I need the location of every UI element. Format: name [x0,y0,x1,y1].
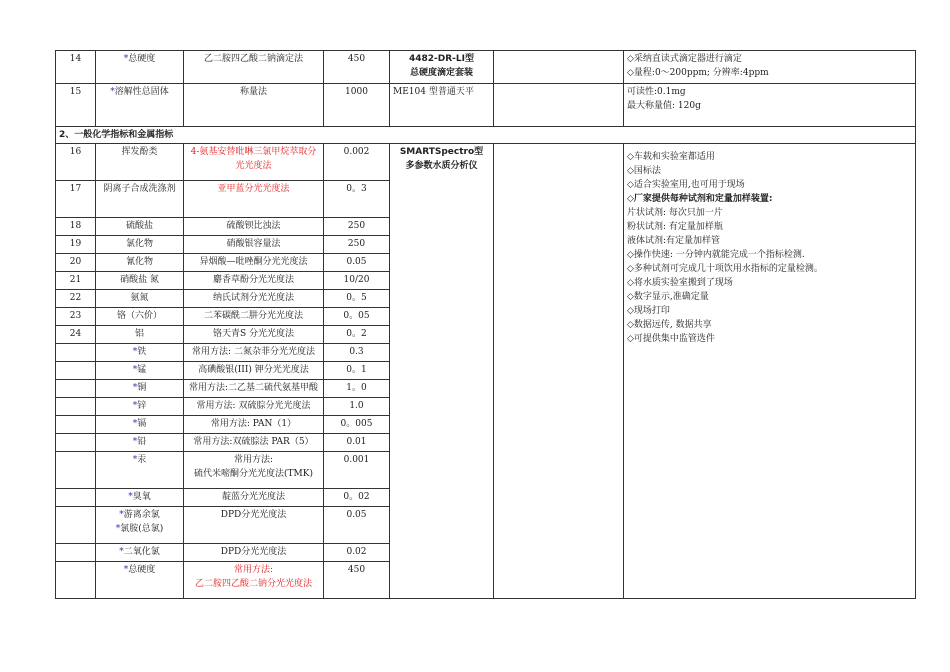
row-number [56,507,96,544]
note-line: ◇适合实验室用,也可用于现场 [627,180,745,190]
param-name: 汞 [137,455,147,465]
note-line: ◇车载和实验室都适用 [627,152,715,162]
param-name: 铅 [137,437,147,447]
param-cell [96,51,184,84]
limit-cell: 0.05 [324,254,390,272]
param-cell [96,236,184,254]
asterisk-mark: * [115,524,121,534]
limit-cell: 1。0 [324,380,390,398]
note-line: ◇国标法 [627,166,661,176]
method-cell [184,380,324,398]
param-cell [96,380,184,398]
param-cell [96,84,184,127]
method-cell [184,489,324,507]
row-number [56,344,96,362]
method-text: 乙二胺四乙酸二钠分光光度法 [194,579,312,589]
param-cell [96,416,184,434]
method-text: 常用方法: PAN（1） [210,419,297,429]
asterisk-mark: * [123,565,129,575]
indicator-table [55,50,916,599]
limit-cell: 0。5 [324,290,390,308]
method-cell [184,144,324,181]
method-text: 二苯碳酰二肼分光光度法 [203,311,303,321]
row-number: 18 [56,218,96,236]
asterisk-mark: * [132,365,138,375]
method-text: 亚甲蓝分光光度法 [217,184,290,194]
limit-cell: 0。2 [324,326,390,344]
method-cell [184,290,324,308]
method-cell [184,254,324,272]
row-number: 16 [56,144,96,181]
device-type: 多参数水质分析仪 [405,161,478,171]
asterisk-mark: * [123,54,129,64]
method-cell [184,362,324,380]
param-name: 硝酸盐 氮 [120,275,159,285]
asterisk-mark: * [119,510,124,520]
device-name: SMARTSpectro型 [399,147,484,157]
method-cell: 称量法 [184,84,324,127]
row-number: 20 [56,254,96,272]
note-line: ◇采纳直读式滴定器进行滴定 [627,54,742,64]
param-cell [96,452,184,489]
limit-cell: 0。3 [324,181,390,218]
row-number [56,489,96,507]
param-name: 氯化物 [125,239,153,249]
note-line: ◇现场打印 [627,306,670,316]
row-number: 21 [56,272,96,290]
method-cell [184,434,324,452]
note-line: ◇量程:0～200ppm; 分辨率:4ppm [627,68,769,78]
param-name: 镉 [137,419,147,429]
asterisk-mark: * [132,347,138,357]
method-text: 硝酸银容量法 [226,239,281,249]
device-cell [390,51,494,84]
limit-cell: 0.001 [324,452,390,489]
param-name: 氨氮 [130,293,149,303]
param-name: 铬（六价） [116,311,162,321]
device-name: 4482-DR-LI型 [408,54,474,64]
param-cell [96,181,184,218]
method-text: 常用方法: 二氮杂菲分光光度法 [192,347,315,357]
param-cell [96,272,184,290]
method-cell: 乙二胺四乙酸二钠滴定法 [184,51,324,84]
row-number [56,416,96,434]
method-text: 硫酸钡比浊法 [226,221,281,231]
method-cell [184,236,324,254]
asterisk-mark: * [110,87,115,97]
method-text: 麝香草酚分光光度法 [212,275,294,285]
method-cell [184,272,324,290]
empty-cell [494,84,624,127]
row-number: 23 [56,308,96,326]
empty-cell [494,144,624,599]
method-text: 常用方法:二乙基二硫代氨基甲酸 [188,383,319,393]
table-row [56,144,916,181]
param-cell [96,398,184,416]
row-number [56,362,96,380]
row-number: 14 [56,51,96,84]
method-cell [184,308,324,326]
limit-cell: 10/20 [324,272,390,290]
limit-cell: 1.0 [324,398,390,416]
param-cell [96,362,184,380]
note-line: 可读性:0.1mg [627,87,686,97]
row-number [56,398,96,416]
param-name: 臭氧 [132,492,151,502]
limit-cell: 0。1 [324,362,390,380]
method-text: DPD分光光度法 [220,547,287,557]
section-row [56,127,916,144]
method-text: 4-氨基安替吡啉三氯甲烷萃取分光光度法 [190,147,317,171]
param-cell [96,507,184,544]
method-cell [184,416,324,434]
param-name: 溶解性总固体 [114,87,169,97]
limit-cell: 450 [324,562,390,599]
notes-cell [624,84,916,127]
param-cell [96,434,184,452]
method-cell [184,218,324,236]
method-text: 异烟酸—吡唑酮分光光度法 [199,257,308,267]
param-name: 氰化物 [125,257,153,267]
asterisk-mark: * [132,437,138,447]
device-name: ME104 型普通天平 [393,87,474,97]
limit-cell: 0.3 [324,344,390,362]
limit-cell: 0.05 [324,507,390,544]
method-cell [184,452,324,489]
param-name: 锌 [137,401,147,411]
method-text: 高碘酸银(III) 钾分光光度法 [198,365,309,375]
limit-cell: 0.01 [324,434,390,452]
row-number: 17 [56,181,96,218]
param-cell [96,254,184,272]
limit-cell: 1000 [324,84,390,127]
row-number [56,434,96,452]
row-number [56,452,96,489]
param-cell [96,544,184,562]
param-name: 二氧化氯 [123,547,160,557]
param-name: 总硬度 [128,54,156,64]
param-name: 硫酸盐 [125,221,153,231]
limit-cell: 250 [324,236,390,254]
method-cell [184,544,324,562]
method-cell [184,562,324,599]
limit-cell: 0.002 [324,144,390,181]
asterisk-mark: * [119,547,124,557]
row-number: 24 [56,326,96,344]
table-row [56,51,916,84]
param-name: 游离余氯 [123,510,160,520]
limit-cell: 0.02 [324,544,390,562]
limit-cell: 450 [324,51,390,84]
method-cell [184,507,324,544]
param-name: 挥发酚类 [121,147,158,157]
note-line: ◇厂家提供每种试剂和定量加样装置: [627,194,773,204]
notes-cell [624,51,916,84]
method-text: 靛蓝分光光度法 [221,492,285,502]
method-text: 常用方法: [233,565,274,575]
note-line: 液体试剂:有定量加样管 [627,236,721,246]
row-number [56,562,96,599]
note-line: ◇将水质实验室搬到了现场 [627,278,733,288]
device-cell [390,144,494,599]
limit-cell: 0。005 [324,416,390,434]
limit-cell: 250 [324,218,390,236]
empty-cell [494,51,624,84]
method-text: 硫代米嘧酮分光光度法(TMK) [194,469,313,479]
note-line: 最大称量值: 120g [627,101,701,111]
method-cell [184,181,324,218]
param-cell [96,290,184,308]
note-line: ◇数据远传, 数据共享 [627,320,712,330]
method-text: 常用方法: [233,455,274,465]
row-number [56,380,96,398]
device-cell [390,84,494,127]
table-row [56,84,916,127]
method-text: 铬天青S 分光光度法 [212,329,295,339]
method-text: 纳氏试剂分光光度法 [212,293,294,303]
method-cell [184,398,324,416]
notes-cell [624,144,916,599]
asterisk-mark: * [132,455,138,465]
param-cell [96,144,184,181]
note-line: 粉状试剂: 有定量加样瓶 [627,222,723,232]
method-text: 常用方法:双硫腙法 PAR（5） [193,437,314,447]
param-cell [96,308,184,326]
note-line: ◇操作快速: 一分钟内就能完成一个指标检测. [627,250,805,260]
note-line: 片状试剂: 每次只加一片 [627,208,723,218]
limit-cell: 0。05 [324,308,390,326]
note-line: ◇可提供集中监管选件 [627,334,715,344]
param-name: 铁 [137,347,147,357]
asterisk-mark: * [132,401,138,411]
row-number: 19 [56,236,96,254]
param-name: 铜 [137,383,147,393]
param-cell [96,344,184,362]
row-number: 22 [56,290,96,308]
row-number: 15 [56,84,96,127]
asterisk-mark: * [132,419,138,429]
method-cell [184,344,324,362]
param-name: 阴离子合成洗涤剂 [103,184,176,194]
param-name: 锰 [137,365,147,375]
device-type: 总硬度滴定套装 [409,68,473,78]
param-cell [96,218,184,236]
row-number [56,544,96,562]
limit-cell: 0。02 [324,489,390,507]
asterisk-mark: * [132,383,138,393]
method-text: 常用方法: 双硫腙分光光度法 [196,401,311,411]
section-title: 2、一般化学指标和金属指标 [56,127,916,144]
note-line: ◇数字显示,准确定量 [627,292,709,302]
method-cell [184,326,324,344]
param-name: 铝 [134,329,144,339]
param-cell [96,326,184,344]
param-name: 氯胺(总氯) [120,524,164,534]
asterisk-mark: * [128,492,133,502]
method-text: DPD分光光度法 [220,510,287,520]
param-cell [96,562,184,599]
param-name: 总硬度 [128,565,156,575]
param-cell [96,489,184,507]
note-line: ◇多种试剂可完成几十项饮用水指标的定量检测。 [627,264,823,274]
